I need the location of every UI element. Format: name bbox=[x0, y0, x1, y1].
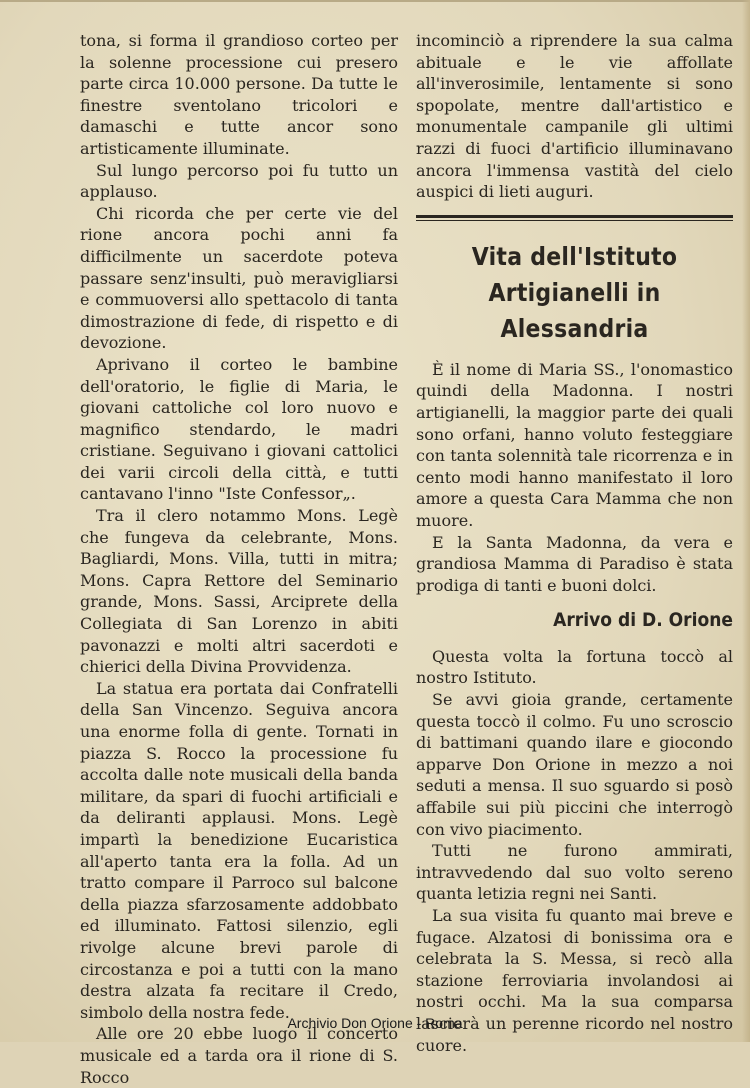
left-column bbox=[80, 30, 398, 1088]
section-divider bbox=[416, 215, 733, 221]
top-border bbox=[0, 0, 750, 2]
page-edge bbox=[742, 0, 750, 1042]
right-paragraph-4: Questa volta la fortuna toccò al nostro Istituto. bbox=[416, 646, 733, 688]
right-column bbox=[416, 30, 733, 1056]
left-paragraph-7: Alle ore 20 ebbe luogo il concerto musicale ed a tarda ora il rione di S. Rocco bbox=[80, 1024, 398, 1087]
right-paragraph-5: Se avvi gioia grande, certamente questa toccò il colmo. Fu uno scroscio di battimani quando ilare e giocondo apparve Don Orione in mezzo a noi seduti a mensa. Il suo sguardo si posò affabile sui più piccini che interrogò con vivo piacimento. bbox=[416, 690, 733, 839]
article-heading: Vita dell'Istituto Artigianelli in Alessandria bbox=[471, 241, 678, 343]
left-paragraph-2: Sul lungo percorso poi fu tutto un applauso. bbox=[80, 160, 398, 202]
right-paragraph-7: La sua visita fu quanto mai breve e fugace. Alzatosi di bonissima ora e celebrata la S. Messa, si recò alla stazione ferroviaria involandosi ai nostri occhi. Ma la sua comparsa lascierà un perenne ricordo nel nostro cuore. bbox=[416, 906, 733, 1055]
archive-footer: Archivio Don Orione - Roma bbox=[287, 1015, 463, 1031]
left-paragraph-5: Tra il clero notammo Mons. Legè che fungeva da celebrante, Mons. Bagliardi, Mons. Villa, tutti in mitra; Mons. Capra Rettore del Seminario grande, Mons. Sassi, Arciprete della Collegiata di San Lorenzo in abiti pavonazzi e molti altri sacerdoti e chierici della Divina Provvidenza. bbox=[80, 506, 398, 677]
left-paragraph-1: tona, si forma il grandioso corteo per la solenne processione cui presero parte circa 10.000 persone. Da tutte le finestre sventolano tricolori e damaschi e tutte ancor sono artisticamente illuminate. bbox=[80, 31, 398, 158]
right-paragraph-3: E la Santa Madonna, da vera e grandiosa Mamma di Paradiso è stata prodiga di tanti e buoni dolci. bbox=[416, 532, 733, 595]
left-paragraph-3: Chi ricorda che per certe vie del rione ancora pochi anni fa difficilmente un sacerdote poteva passare senz'insulti, può meravigliarsi e commuoversi allo spettacolo di tanta dimostrazione di fede, di rispetto e di devozione. bbox=[80, 203, 398, 353]
right-paragraph-1: incominciò a riprendere la sua calma abituale e le vie affollate all'inverosimile, lentamente si sono spopolate, mentre dall'artistico e monumentale campanile gli ultimi razzi di fuoci d'artificio illuminavano ancora l'immensa vastità del cielo auspici di lieti auguri. bbox=[416, 31, 733, 202]
right-paragraph-6: Tutti ne furono ammirati, intravvedendo dal suo volto sereno quanta letizia regni nei Santi. bbox=[416, 841, 733, 904]
right-paragraph-2: È il nome di Maria SS., l'onomastico quindi della Madonna. I nostri artigianelli, la maggior parte dei quali sono orfani, hanno voluto festeggiare con tanta solennità tale ricorrenza e in cento modi hanno manifestato il loro amore a questa Cara Mamma che non muore. bbox=[416, 359, 733, 530]
left-paragraph-4: Aprivano il corteo le bambine dell'oratorio, le figlie di Maria, le giovani cattoliche col loro nuovo e magnifico stendardo, le madri cristiane. Seguivano i giovani cattolici dei varii circoli della città, e tutti cantavano l'inno "Iste Confessor„. bbox=[80, 354, 398, 504]
left-paragraph-6: La statua era portata dai Confratelli della San Vincenzo. Seguiva ancora una enorme folla di gente. Tornati in piazza S. Rocco la processione fu accolta dalle note musicali della banda militare, da spari di fuochi artificiali e da deliranti applausi. Mons. Legè impartì la benedizione Eucaristica all'aperto tanta era la folla. Ad un tratto compare il Parroco sul balcone della piazza sfarzosamente addobbato ed illuminato. Fattosi silenzio, egli rivolge alcune brevi parole di circostanza e poi a tutti con la mano destra alzata fa recitare il Credo, simbolo della nostra fede. bbox=[80, 678, 398, 1022]
section-subheading: Arrivo di D. Orione bbox=[553, 609, 733, 632]
